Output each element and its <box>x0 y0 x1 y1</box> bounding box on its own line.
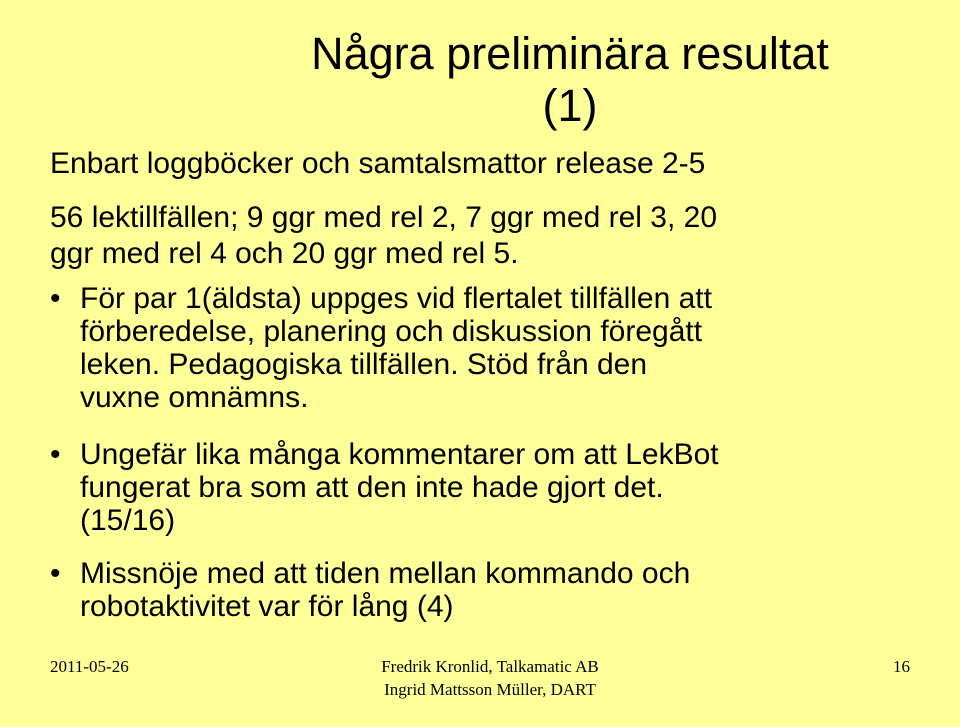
bullet-line: vuxne omnämns. <box>80 381 309 414</box>
intro-line-1: 56 lektillfällen; 9 ggr med rel 2, 7 ggr med rel 3, 20 <box>50 201 718 234</box>
page-number: 16 <box>893 657 910 676</box>
title-line-2: (1) <box>542 80 598 131</box>
intro-session-counts <box>50 200 717 272</box>
bullet-line: robotaktivitet var för lång (4) <box>80 590 454 623</box>
bullet-line: leken. Pedagogiska tillfällen. Stöd från den <box>80 348 648 381</box>
bullet-marker: • <box>50 438 61 471</box>
bullet-marker: • <box>50 282 61 315</box>
intro-line-2: ggr med rel 4 och 20 ggr med rel 5. <box>50 237 519 270</box>
footer-author-line-2: Ingrid Mattsson Müller, DART <box>384 680 596 699</box>
bullet-text <box>80 438 719 537</box>
bullet-line: (15/16) <box>80 504 176 537</box>
bullet-marker: • <box>50 557 61 590</box>
bullet-text <box>80 282 712 414</box>
bullet-line: För par 1(äldsta) uppges vid flertalet tillfällen att <box>80 282 712 315</box>
title-line-1: Några preliminära resultat <box>311 28 829 79</box>
footer-date: 2011-05-26 <box>50 657 129 676</box>
footer-author-line-1: Fredrik Kronlid, Talkamatic AB <box>381 657 599 676</box>
bullet-line: Missnöje med att tiden mellan kommando och <box>80 557 691 590</box>
intro-release-text: Enbart loggböcker och samtalsmattor release 2-5 <box>50 147 706 180</box>
bullet-text <box>80 557 690 623</box>
slide-title <box>200 28 940 132</box>
bullet-line: förberedelse, planering och diskussion föregått <box>80 315 703 348</box>
footer-authors <box>370 655 610 701</box>
bullet-line: fungerat bra som att den inte hade gjort det. <box>80 471 664 504</box>
bullet-line: Ungefär lika många kommentarer om att LekBot <box>80 438 719 471</box>
